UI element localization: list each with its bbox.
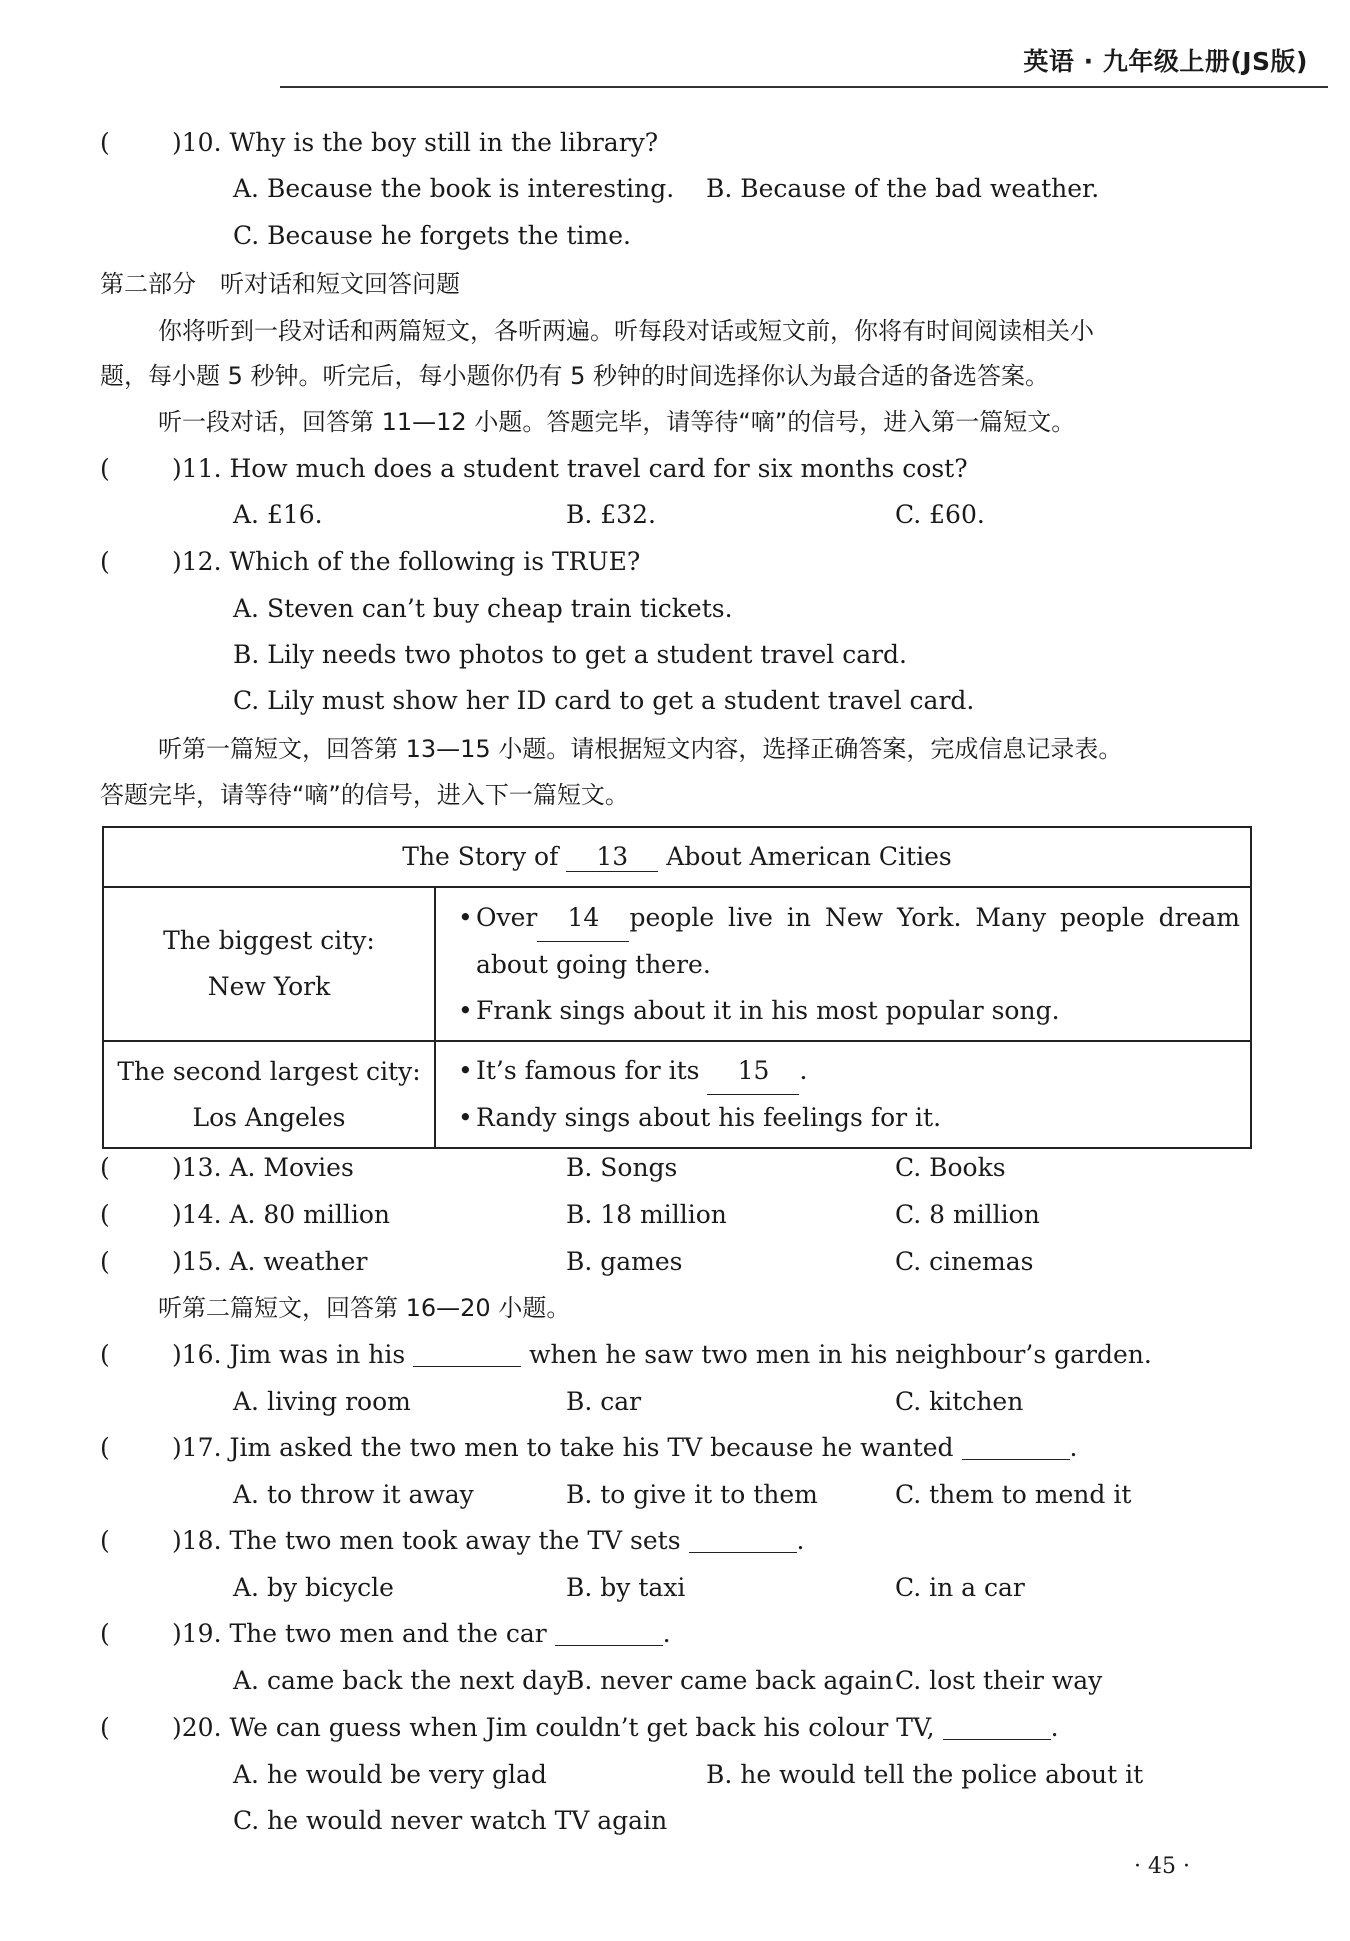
option-b: B. he would tell the police about it — [706, 1760, 1144, 1789]
dialogue-instruction: 听一段对话，回答第 11—12 小题。答题完毕，请等待“嘀”的信号，进入第一篇短文。 — [158, 408, 1076, 436]
question-12 — [100, 546, 640, 578]
answer-paren: ( — [100, 547, 110, 576]
bullet-item: • It’s famous for its 15 . — [476, 1048, 1240, 1095]
option-b: B. by taxi — [566, 1573, 686, 1602]
question-text: )14. A. 80 million — [172, 1200, 391, 1229]
answer-blank — [555, 1619, 663, 1646]
page-number: · 45 · — [1134, 1854, 1190, 1879]
header-title: 英语 · 九年级上册(JS版) — [1023, 47, 1308, 76]
option-c: C. Lily must show her ID card to get a student travel card. — [233, 686, 975, 715]
question-text: )13. A. Movies — [172, 1153, 354, 1182]
option-c: C. Because he forgets the time. — [233, 221, 631, 250]
table-row-content: • Over 14 people live in New York. Many people dream about going there. • Frank sings about it in his most popular song. — [435, 887, 1251, 1041]
passage1-instruction-2: 答题完毕，请等待“嘀”的信号，进入下一篇短文。 — [100, 781, 629, 809]
option-c: C. Books — [895, 1153, 1006, 1182]
question-text: )11. How much does a student travel card for six months cost? — [172, 454, 968, 483]
answer-paren: ( — [100, 1619, 110, 1648]
answer-paren: ( — [100, 1153, 110, 1182]
blank-14: 14 — [537, 895, 629, 942]
answer-blank — [689, 1526, 797, 1553]
bullet-item: • Frank sings about it in his most popular song. — [476, 988, 1240, 1034]
info-table — [102, 826, 1252, 1149]
option-a: A. to throw it away — [233, 1480, 474, 1509]
option-c: C. 8 million — [895, 1200, 1040, 1229]
question-13 — [100, 1152, 354, 1184]
table-row-content — [435, 1041, 1251, 1148]
question-text: )15. A. weather — [172, 1247, 368, 1276]
option-c: C. kitchen — [895, 1387, 1024, 1416]
option-b: B. Lily needs two photos to get a student travel card. — [233, 640, 907, 669]
option-b: B. to give it to them — [566, 1480, 818, 1509]
question-17: ( )17. Jim asked the two men to take his TV because he wanted . — [100, 1433, 1078, 1462]
option-b: B. 18 million — [566, 1200, 727, 1229]
answer-blank — [413, 1340, 521, 1367]
option-a: A. £16. — [233, 500, 323, 529]
table-row-label: The second largest city: Los Angeles — [103, 1041, 435, 1148]
option-c: C. them to mend it — [895, 1480, 1132, 1509]
table-title: The Story of 13 About American Cities — [103, 827, 1251, 887]
answer-paren: ( — [100, 1433, 110, 1462]
intro-line-1: 你将听到一段对话和两篇短文，各听两遍。听每段对话或短文前，你将有时间阅读相关小 — [158, 317, 1094, 345]
question-20: ( )20. We can guess when Jim couldn’t get back his colour TV, . — [100, 1713, 1059, 1742]
blank-13: 13 — [566, 842, 658, 872]
answer-paren: ( — [100, 1200, 110, 1229]
bullet-item: • Over 14 people live in New York. Many people dream — [476, 895, 1240, 942]
option-a: A. living room — [233, 1387, 411, 1416]
option-b: B. games — [566, 1247, 683, 1276]
answer-paren: ( — [100, 1713, 110, 1742]
answer-paren: ( — [100, 1247, 110, 1276]
question-16: ( )16. Jim was in his when he saw two men in his neighbour’s garden. — [100, 1340, 1152, 1369]
option-a: A. Steven can’t buy cheap train tickets. — [233, 594, 733, 623]
answer-blank — [943, 1713, 1051, 1740]
option-a: A. by bicycle — [233, 1573, 394, 1602]
option-b: B. Songs — [566, 1153, 678, 1182]
option-b: B. car — [566, 1387, 642, 1416]
option-b: B. £32. — [566, 500, 656, 529]
option-a: A. he would be very glad — [233, 1760, 547, 1789]
passage2-instruction: 听第二篇短文，回答第 16—20 小题。 — [158, 1294, 571, 1322]
table-row-label: The biggest city: New York — [103, 887, 435, 1041]
intro-line-2: 题，每小题 5 秒钟。听完后，每小题你仍有 5 秒钟的时间选择你认为最合适的备选答案。 — [100, 362, 1050, 390]
question-19: ( )19. The two men and the car . — [100, 1619, 671, 1648]
option-c: C. in a car — [895, 1573, 1025, 1602]
answer-paren: ( — [100, 1340, 110, 1369]
bullet-item: • Randy sings about his feelings for it. — [476, 1095, 1240, 1141]
option-a: A. Because the book is interesting. — [233, 174, 675, 203]
answer-paren: ( — [100, 454, 110, 483]
option-c: C. he would never watch TV again — [233, 1806, 668, 1835]
question-10 — [100, 127, 658, 159]
question-14 — [100, 1199, 390, 1231]
answer-paren: ( — [100, 128, 110, 157]
option-c: C. cinemas — [895, 1247, 1034, 1276]
blank-15: 15 — [707, 1048, 799, 1095]
option-c: C. £60. — [895, 500, 985, 529]
option-a: A. came back the next day — [233, 1666, 568, 1695]
question-text: )10. Why is the boy still in the library? — [172, 128, 659, 157]
passage1-instruction-1: 听第一篇短文，回答第 13—15 小题。请根据短文内容，选择正确答案，完成信息记录表。 — [158, 735, 1123, 763]
header-rule — [280, 86, 1328, 88]
option-b: B. never came back again — [566, 1666, 894, 1695]
question-18: ( )18. The two men took away the TV sets . — [100, 1526, 805, 1555]
option-c: C. lost their way — [895, 1666, 1103, 1695]
question-11 — [100, 453, 968, 485]
answer-blank — [962, 1433, 1070, 1460]
question-15 — [100, 1246, 367, 1278]
section-title: 第二部分 听对话和短文回答问题 — [100, 270, 460, 298]
answer-paren: ( — [100, 1526, 110, 1555]
option-b: B. Because of the bad weather. — [706, 174, 1100, 203]
question-text: )12. Which of the following is TRUE? — [172, 547, 641, 576]
